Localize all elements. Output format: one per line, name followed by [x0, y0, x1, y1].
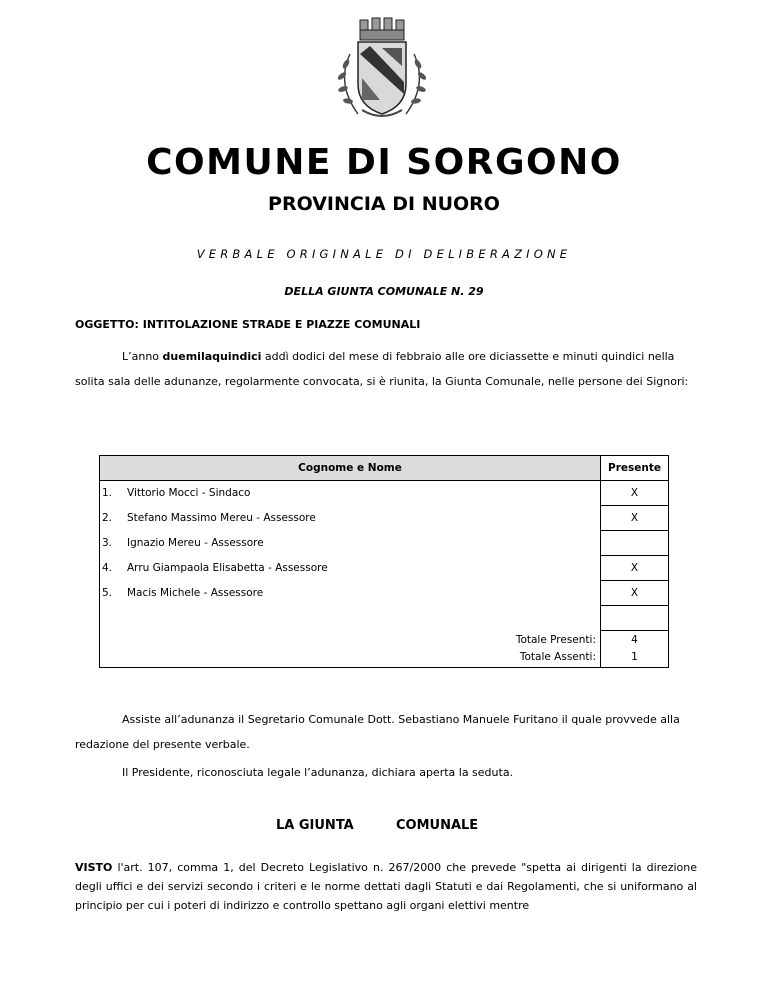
table-spacer-row	[100, 606, 669, 631]
table-row	[100, 531, 669, 556]
present-mark: X	[601, 506, 669, 531]
intro-before: L’anno	[122, 350, 163, 363]
comune-title: COMUNE DI SORGONO	[146, 142, 622, 183]
present-mark: X	[601, 481, 669, 506]
totals-row	[100, 631, 669, 668]
la-giunta-word-1: LA GIUNTA	[276, 818, 354, 833]
totale-presenti-label: Totale Presenti:	[515, 633, 596, 646]
verbale-heading: VERBALE ORIGINALE DI DELIBERAZIONE	[196, 247, 572, 261]
attendance-table	[99, 455, 669, 668]
visto-keyword: VISTO	[75, 861, 113, 874]
member-name: Vittorio Mocci - Sindaco	[127, 487, 251, 500]
intro-paragraph	[75, 344, 697, 394]
table-row	[100, 581, 669, 606]
giunta-numero: DELLA GIUNTA COMUNALE N. 29	[284, 285, 484, 298]
member-name: Macis Michele - Assessore	[127, 587, 264, 599]
table-row	[100, 481, 669, 506]
row-number: 1.	[102, 487, 113, 500]
present-mark: X	[601, 581, 669, 606]
member-name: Stefano Massimo Mereu - Assessore	[127, 512, 316, 524]
row-number: 4.	[102, 562, 113, 574]
header-name-cell: Cognome e Nome	[100, 456, 601, 481]
table-row	[100, 556, 669, 581]
la-giunta-word-2: COMUNALE	[396, 818, 479, 833]
member-name: Ignazio Mereu - Assessore	[127, 537, 264, 549]
oggetto-line: OGGETTO: INTITOLAZIONE STRADE E PIAZZE COMUNALI	[75, 318, 421, 331]
member-name: Arru Giampaola Elisabetta - Assessore	[127, 562, 328, 574]
row-number: 5.	[102, 587, 113, 599]
present-mark	[601, 531, 669, 556]
row-number: 3.	[102, 537, 113, 549]
header-present-cell: Presente	[601, 456, 669, 481]
totale-presenti-value: 4	[631, 634, 638, 646]
intro-anno: duemilaquindici	[162, 350, 262, 363]
totale-assenti-value: 1	[631, 651, 638, 663]
table-row	[100, 506, 669, 531]
provincia-subtitle: PROVINCIA DI NUORO	[268, 193, 500, 215]
present-mark: X	[601, 556, 669, 581]
presidente-paragraph: Il Presidente, riconosciuta legale l’adunanza, dichiara aperta la seduta.	[122, 766, 514, 779]
coat-of-arms-icon	[322, 14, 442, 124]
intro-after: addì dodici del mese di febbraio alle ore diciassette e minuti quindici nella solita sala delle adunanze, regolarmente convocata, si è riunita, la Giunta Comunale, nelle persone dei Signori:	[75, 350, 689, 388]
totale-assenti-label: Totale Assenti:	[519, 650, 596, 663]
assiste-paragraph: Assiste all’adunanza il Segretario Comunale Dott. Sebastiano Manuele Furitano il quale provvede alla redazione del presente verbale.	[75, 713, 680, 751]
visto-paragraph	[75, 858, 697, 915]
table-header-row	[100, 456, 669, 481]
visto-text: l'art. 107, comma 1, del Decreto Legislativo n. 267/2000 che prevede "spetta ai dirigenti la direzione degli uffici e dei servizi secondo i criteri e le norme dettati dagli Statuti e dai Regolamenti, che si uniformano al principio per cui i poteri di indirizzo e controllo spettano agli organi elettivi mentre	[75, 861, 697, 912]
row-number: 2.	[102, 512, 113, 524]
